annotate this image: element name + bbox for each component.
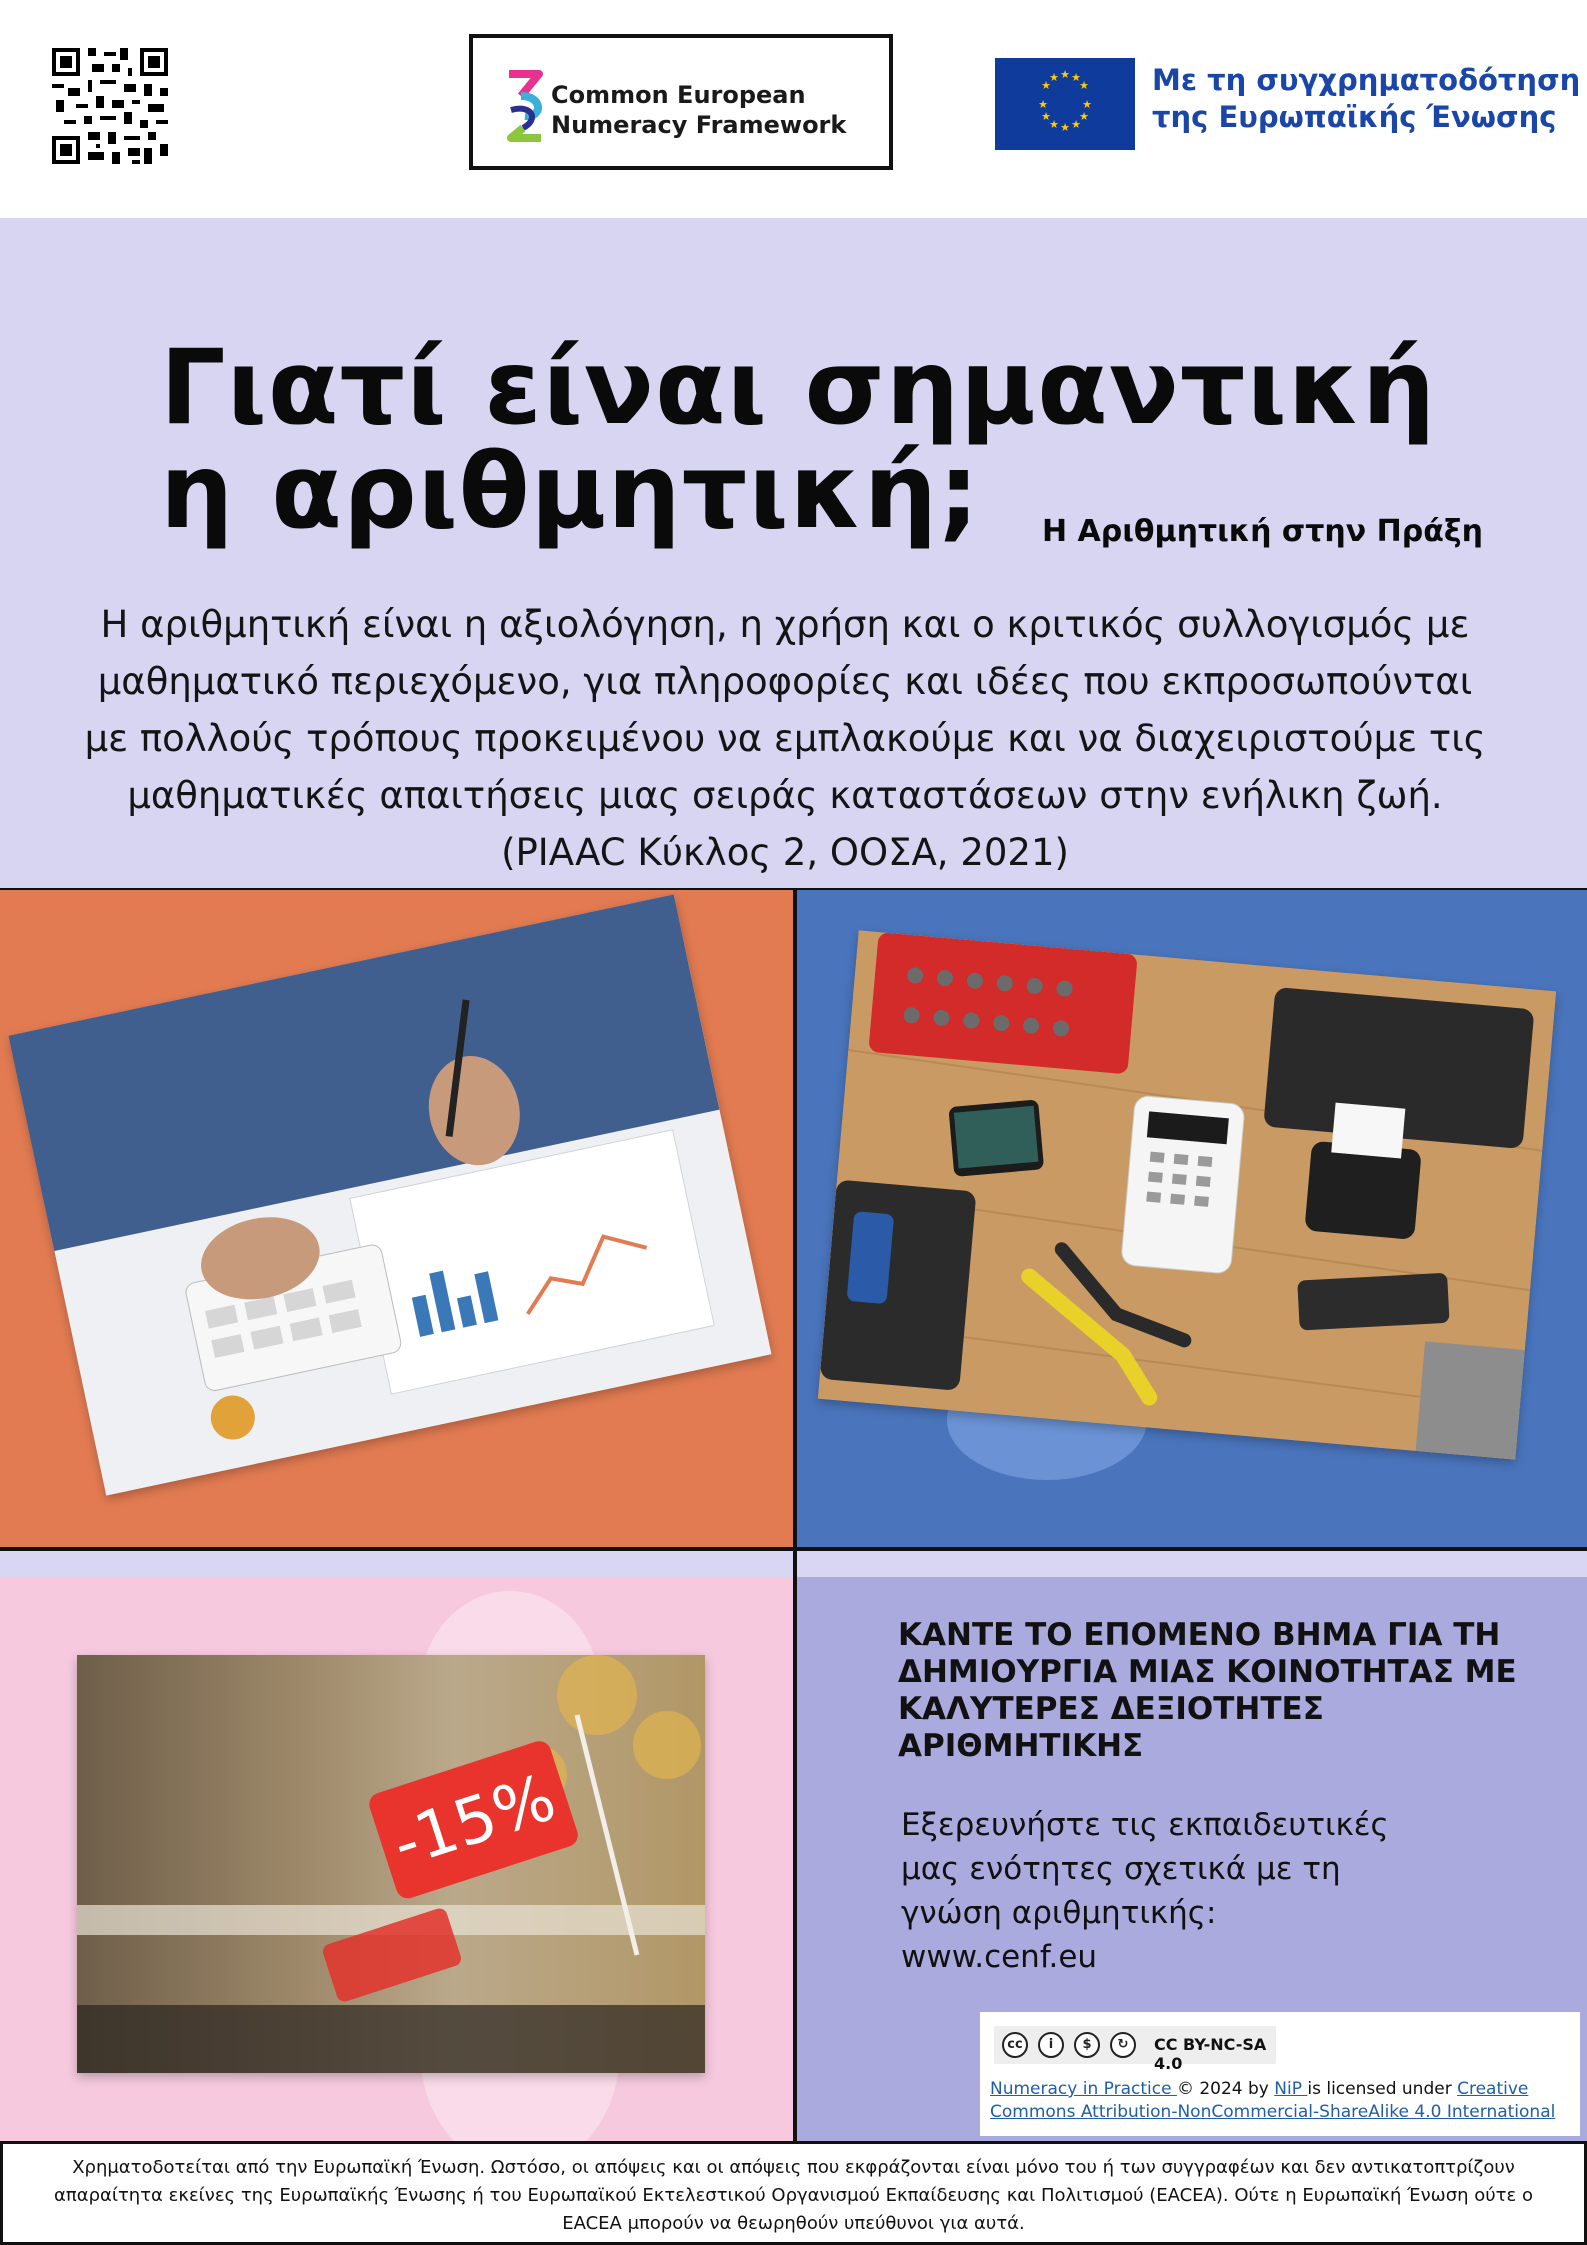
disclaimer-line3: EACEA μπορούν να θεωρηθούν υπεύθυνοι για αυτά. <box>562 2213 1025 2234</box>
cc-icon: cc <box>1002 2032 1028 2058</box>
license-text <box>990 2078 1576 2124</box>
license-verb: is licensed under <box>1307 2079 1458 2099</box>
cta-title: ΚΑΝΤΕ ΤΟ ΕΠΟΜΕΝΟ ΒΗΜΑ ΓΙΑ ΤΗ ΔΗΜΙΟΥΡΓΙΑ ΜΙΑΣ ΚΟΙΝΟΤΗΤΑΣ ΜΕ ΚΑΛΥΤΕΡΕΣ ΔΕΞΙΟΤΗΤΕΣ ΑΡΙΘΜΗΤΙΚΗΣ <box>898 1617 1517 1764</box>
page-title-line1: Γιατί είναι σημαντική <box>160 328 1437 448</box>
svg-text:★: ★ <box>1082 98 1092 111</box>
svg-text:★: ★ <box>1049 71 1059 84</box>
by-icon: i <box>1038 2032 1064 2058</box>
license-notice <box>980 2012 1580 2136</box>
tools-card-reader-photo <box>818 930 1556 1459</box>
page-title <box>160 328 1437 552</box>
qr-code-icon[interactable] <box>48 44 172 168</box>
discount-panel <box>0 1551 793 2141</box>
eu-cofunding-text <box>1152 62 1580 136</box>
office-panel <box>0 890 793 1547</box>
page-title-line2: η αριθμητική; <box>160 432 981 552</box>
cenf-logo <box>469 34 893 170</box>
svg-text:★: ★ <box>1038 98 1048 111</box>
panel-top-strip <box>797 1551 1587 1577</box>
svg-text:★: ★ <box>1041 110 1051 123</box>
cenf-logo-line1: Common European <box>551 81 806 109</box>
svg-text:★: ★ <box>1060 121 1070 134</box>
discount-tag-photo <box>77 1655 705 2073</box>
cenf-logo-line2: Numeracy Framework <box>551 111 847 139</box>
svg-text:★: ★ <box>1060 68 1070 81</box>
license-year: © 2024 by <box>1176 2079 1275 2099</box>
eu-line1: Με τη συγχρηματοδότηση <box>1152 63 1581 97</box>
discount-tag-text: -15% <box>384 1760 565 1883</box>
page-subtitle: Η Αριθμητική στην Πράξη <box>1042 514 1483 549</box>
author-link[interactable]: NiP <box>1274 2079 1308 2099</box>
cenf-logo-icon <box>503 66 547 148</box>
cta-text[interactable]: Εξερευνήστε τις εκπαιδευτικές μας ενότητες σχετικά με τη γνώση αριθμητικής: www.cenf.eu <box>901 1807 1389 1975</box>
office-calculator-photo <box>9 894 772 1495</box>
tools-panel <box>797 890 1587 1547</box>
work-link[interactable]: Numeracy in Practice <box>990 2079 1177 2099</box>
numeracy-definition: Η αριθμητική είναι η αξιολόγηση, η χρήση και ο κριτικός συλλογισμός με μαθηματικό περιεχόμενο, για πληροφορίες και ιδέες που εκπροσωπούνται με πολλούς τρόπους προκειμένου να εμπλακούμε και να διαχειριστούμε τις μαθηματικές απαιτήσεις μιας σειράς καταστάσεων στην ενήλικη ζωή. (PIAAC Κύκλος 2, ΟΟΣΑ, 2021) <box>84 603 1486 874</box>
cc-badge-label: CC BY-NC-SA 4.0 <box>1154 2035 1267 2073</box>
panel-top-strip <box>0 1551 793 1577</box>
svg-text:★: ★ <box>1079 79 1089 92</box>
footer-disclaimer <box>0 2141 1587 2245</box>
eu-flag-icon <box>995 58 1135 150</box>
hero-section <box>0 218 1587 890</box>
header <box>0 0 1587 218</box>
svg-text:★: ★ <box>1079 110 1089 123</box>
license-link[interactable]: Creative Commons Attribution-NonCommercial-ShareAlike 4.0 International <box>990 2079 1556 2122</box>
svg-text:★: ★ <box>1041 79 1051 92</box>
svg-text:★: ★ <box>1071 71 1081 84</box>
sa-icon: ↻ <box>1110 2032 1136 2058</box>
svg-text:★: ★ <box>1071 118 1081 131</box>
svg-text:★: ★ <box>1049 118 1059 131</box>
nc-icon: $ <box>1074 2032 1100 2058</box>
cc-badge[interactable] <box>994 2026 1276 2073</box>
disclaimer-line2: απαραίτητα εκείνες της Ευρωπαϊκής Ένωσης ή του Ευρωπαϊκού Εκτελεστικού Οργανισμού Εκπαίδευσης και Πολιτισμού (EACEA). Ούτε η Ευρωπαϊκή Ένωση ούτε ο <box>54 2185 1533 2206</box>
eu-line2: της Ευρωπαϊκής Ένωσης <box>1152 100 1557 134</box>
disclaimer-line1: Χρηματοδοτείται από την Ευρωπαϊκή Ένωση. Ωστόσο, οι απόψεις και οι απόψεις που εκφράζονται είναι μόνο του ή των συγγραφέων και δεν αντικατοπτρίζουν <box>72 2157 1515 2178</box>
